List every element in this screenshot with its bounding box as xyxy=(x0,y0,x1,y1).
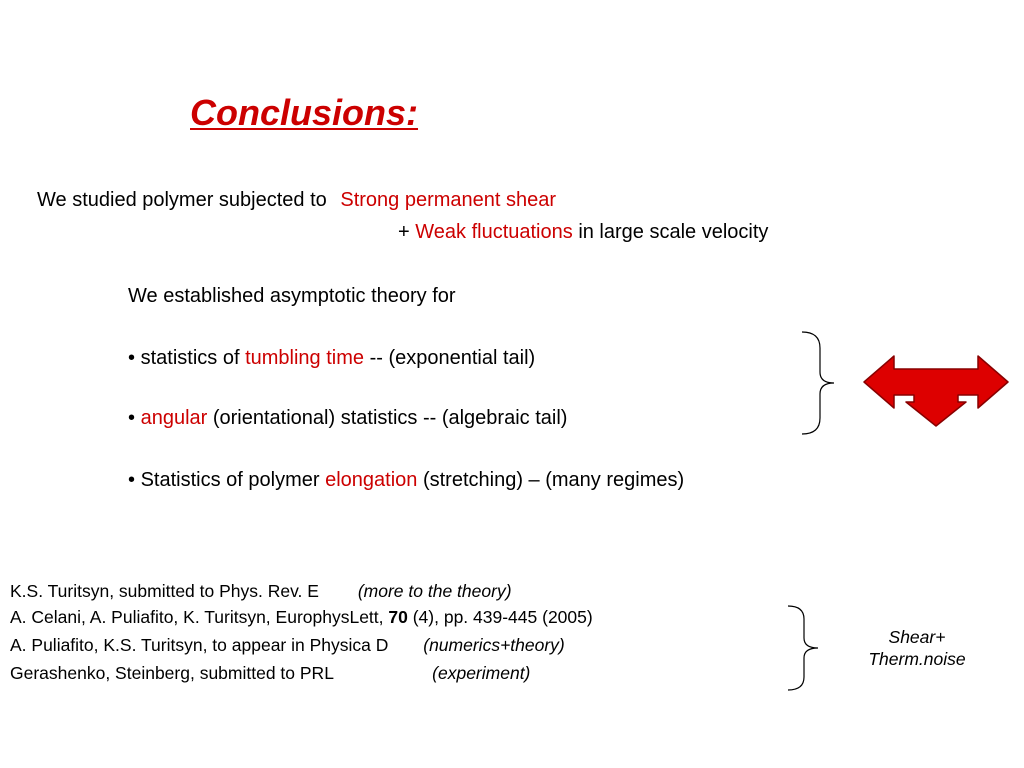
reference-2 xyxy=(10,606,593,628)
intro-plus: + xyxy=(398,221,410,243)
reference-note: (numerics+theory) xyxy=(423,635,565,655)
bullet-post: (orientational) statistics -- (algebraic tail) xyxy=(212,407,568,429)
bullet-tumbling xyxy=(128,346,535,370)
bullet-post: -- (exponential tail) xyxy=(369,347,536,369)
t-shaped-arrow-icon xyxy=(862,354,1010,428)
bullet-post: (stretching) – (many regimes) xyxy=(422,469,685,491)
reference-1 xyxy=(10,580,512,602)
intro-highlight-fluctuations: Weak fluctuations xyxy=(415,221,573,243)
bullet-mark: • xyxy=(128,347,136,369)
side-note xyxy=(850,626,984,670)
established-line: We established asymptotic theory for xyxy=(128,285,456,307)
intro-suffix: in large scale velocity xyxy=(578,221,769,243)
reference-text-post: (4), pp. 439-445 (2005) xyxy=(412,607,593,627)
bullet-elongation xyxy=(128,468,684,492)
reference-text: A. Celani, A. Puliafito, K. Turitsyn, EurophysLett, xyxy=(10,607,384,627)
bullet-mark: • xyxy=(128,469,136,491)
reference-text: K.S. Turitsyn, submitted to Phys. Rev. E xyxy=(10,581,319,601)
side-note-line-2: Therm.noise xyxy=(868,649,966,669)
reference-note: (experiment) xyxy=(432,663,531,683)
bullet-pre: statistics of xyxy=(140,347,240,369)
intro-line-1 xyxy=(37,188,556,212)
bullet-pre: Statistics of polymer xyxy=(140,469,320,491)
bullet-highlight: elongation xyxy=(325,469,418,491)
bullet-angular xyxy=(128,406,567,430)
bullet-highlight: angular xyxy=(140,407,208,429)
reference-note: (more to the theory) xyxy=(357,581,512,601)
curly-brace-icon xyxy=(800,330,840,436)
curly-brace-icon xyxy=(786,604,826,692)
bullet-highlight: tumbling time xyxy=(245,347,364,369)
reference-volume: 70 xyxy=(388,607,408,627)
bullet-mark: • xyxy=(128,407,136,429)
reference-text: A. Puliafito, K.S. Turitsyn, to appear in Physica D xyxy=(10,635,389,655)
intro-highlight-shear: Strong permanent shear xyxy=(340,189,557,211)
page-title: Conclusions: xyxy=(190,92,419,133)
reference-text: Gerashenko, Steinberg, submitted to PRL xyxy=(10,663,334,683)
side-note-line-1: Shear+ xyxy=(888,627,946,647)
intro-prefix: We studied polymer subjected to xyxy=(37,189,327,211)
reference-4 xyxy=(10,662,530,684)
intro-line-2 xyxy=(398,220,768,244)
reference-3 xyxy=(10,634,565,656)
